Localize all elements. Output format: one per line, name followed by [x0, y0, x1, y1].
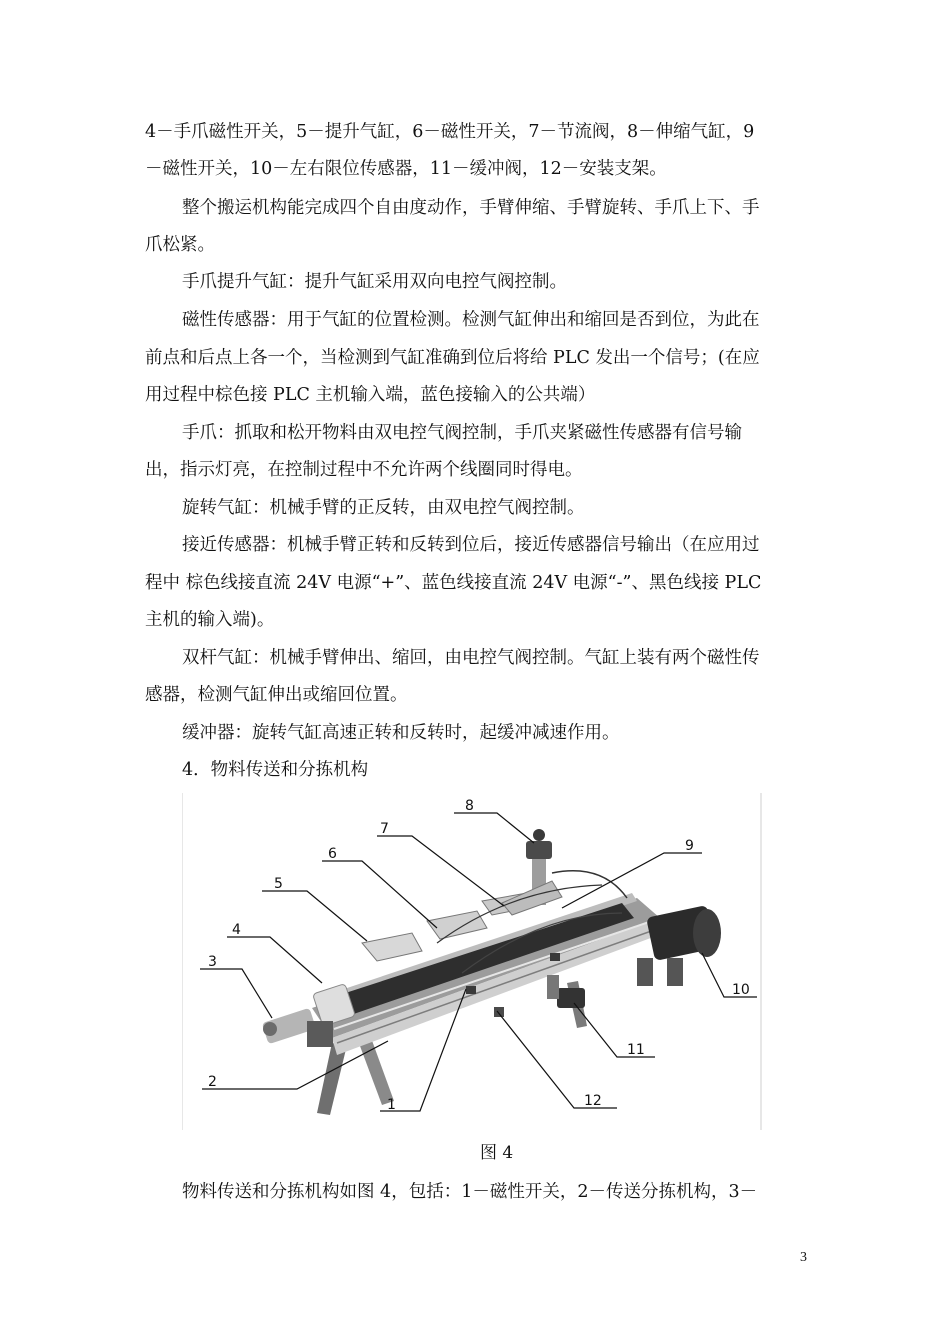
- paragraph-line: 磁性传感器：用于气缸的位置检测。检测气缸伸出和缩回是否到位，为此在: [182, 310, 760, 330]
- paragraph-line: 前点和后点上各一个，当检测到气缸准确到位后将给 PLC 发出一个信号；(在应: [145, 348, 760, 368]
- callout-label-10: 10: [732, 982, 750, 998]
- paragraph-line: 物料传送和分拣机构如图 4，包括：1－磁性开关，2－传送分拣机构，3－: [182, 1182, 758, 1202]
- paragraph-line: 出，指示灯亮，在控制过程中不允许两个线圈同时得电。: [145, 460, 583, 480]
- conveyor-sorting-figure: [182, 793, 762, 1130]
- callout-label-11: 11: [627, 1042, 645, 1058]
- paragraph-line: 手爪：抓取和松开物料由双电控气阀控制，手爪夹紧磁性传感器有信号输: [182, 423, 742, 443]
- callout-label-7: 7: [380, 821, 389, 837]
- figure-caption: 图 4: [480, 1143, 514, 1163]
- paragraph-line: －磁性开关，10－左右限位传感器，11－缓冲阀，12－安装支架。: [145, 159, 667, 179]
- paragraph-line: 缓冲器：旋转气缸高速正转和反转时，起缓冲减速作用。: [182, 723, 620, 743]
- paragraph-line: 用过程中棕色接 PLC 主机输入端，蓝色接输入的公共端）: [145, 385, 596, 405]
- paragraph-line: 整个搬运机构能完成四个自由度动作，手臂伸缩、手臂旋转、手爪上下、手: [182, 198, 760, 218]
- callout-label-4: 4: [232, 922, 241, 938]
- callout-label-6: 6: [328, 846, 337, 862]
- callout-label-12: 12: [584, 1093, 602, 1109]
- paragraph-line: 主机的输入端)。: [145, 610, 275, 630]
- callout-label-5: 5: [274, 876, 283, 892]
- callout-label-1: 1: [387, 1097, 396, 1113]
- paragraph-line: 接近传感器：机械手臂正转和反转到位后，接近传感器信号输出（在应用过: [182, 535, 760, 555]
- paragraph-line: 双杆气缸：机械手臂伸出、缩回，由电控气阀控制。气缸上装有两个磁性传: [182, 648, 760, 668]
- paragraph-line: 4－手爪磁性开关，5－提升气缸，6－磁性开关，7－节流阀，8－伸缩气缸，9: [145, 122, 755, 142]
- callout-label-8: 8: [465, 798, 474, 814]
- machine-photo: [182, 793, 762, 1130]
- section-heading: 4．物料传送和分拣机构: [182, 760, 369, 780]
- callout-label-2: 2: [208, 1074, 217, 1090]
- paragraph-line: 程中 棕色线接直流 24V 电源“+”、蓝色线接直流 24V 电源“-”、黑色线接 PLC: [145, 573, 762, 593]
- callout-label-3: 3: [208, 954, 217, 970]
- paragraph-line: 手爪提升气缸：提升气缸采用双向电控气阀控制。: [182, 272, 567, 292]
- paragraph-line: 爪松紧。: [145, 235, 215, 255]
- callout-label-9: 9: [685, 838, 694, 854]
- page-number: 3: [800, 1250, 807, 1265]
- paragraph-line: 感器，检测气缸伸出或缩回位置。: [145, 685, 408, 705]
- paragraph-line: 旋转气缸：机械手臂的正反转，由双电控气阀控制。: [182, 498, 585, 518]
